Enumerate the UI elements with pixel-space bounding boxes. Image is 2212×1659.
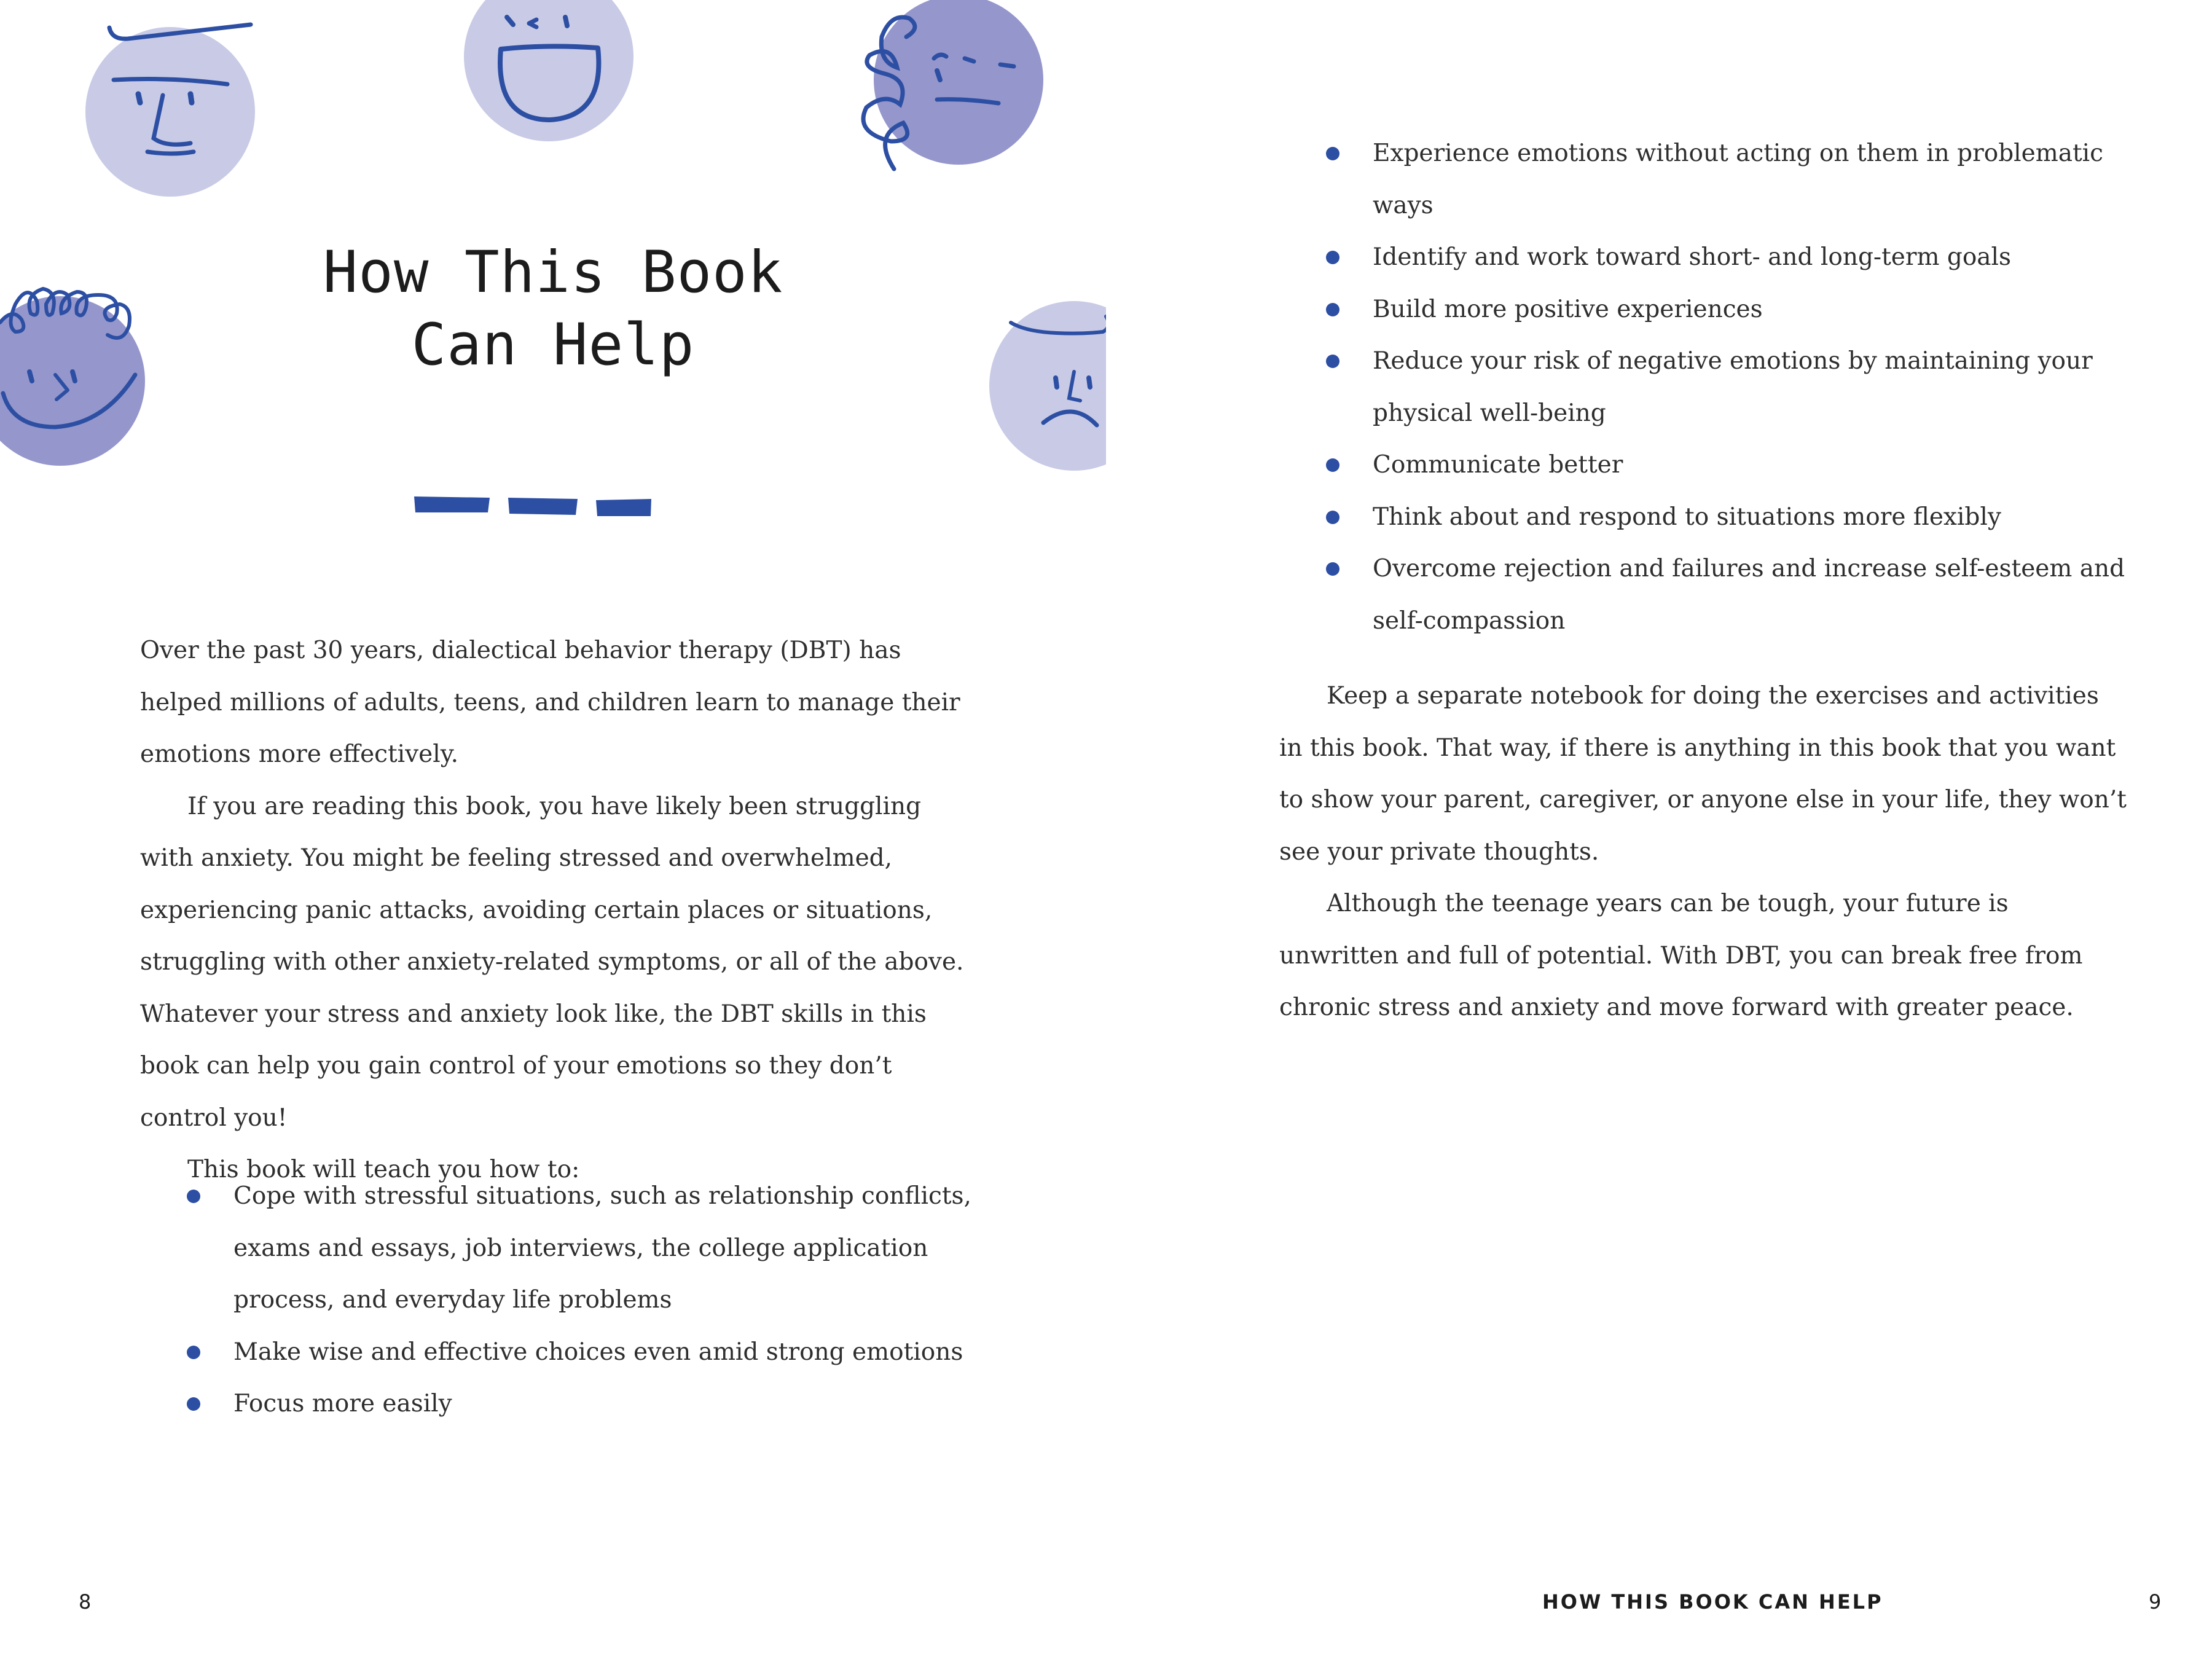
list-item: Reduce your risk of negative emotions by maintaining your physical well-being <box>1279 335 2139 439</box>
sad-face-icon <box>983 289 1106 473</box>
bullet-icon <box>1326 458 1339 472</box>
page-number-right: 9 <box>2149 1590 2162 1614</box>
page-number-left: 8 <box>79 1590 92 1614</box>
skills-list-part-2 <box>1279 128 2139 647</box>
skills-list-part-1 <box>140 1171 976 1430</box>
smiling-curly-face-icon <box>0 270 147 473</box>
list-item: Focus more easily <box>140 1378 976 1430</box>
closing-text <box>1279 670 2127 1034</box>
running-head: HOW THIS BOOK CAN HELP <box>1542 1590 1883 1614</box>
bullet-icon <box>1326 147 1339 160</box>
bullet-icon <box>187 1397 200 1411</box>
bullet-icon <box>187 1190 200 1203</box>
intro-text <box>140 625 976 1196</box>
list-item: Overcome rejection and failures and increase self-esteem and self-compassion <box>1279 543 2139 647</box>
chapter-title-line-1: How This Book <box>323 239 783 306</box>
list-item: Communicate better <box>1279 439 2139 492</box>
bullet-icon <box>1326 355 1339 368</box>
neutral-face-icon <box>80 15 270 200</box>
bullet-icon <box>187 1346 200 1359</box>
list-item: Build more positive experiences <box>1279 284 2139 336</box>
paragraph-future: Although the teenage years can be tough, your future is unwritten and full of potential. With DBT, you can break free from chronic stress and anxiety and move forward with greater peace. <box>1279 890 2083 1021</box>
unhappy-curly-face-icon <box>842 0 1051 175</box>
bullet-icon <box>1326 303 1339 316</box>
list-item: Identify and work toward short- and long-term goals <box>1279 232 2139 284</box>
chapter-title <box>184 237 922 382</box>
paragraph-list-intro: This book will teach you how to: <box>187 1156 580 1183</box>
chapter-title-line-2: Can Help <box>411 312 695 378</box>
list-item: Make wise and effective choices even amid strong emotions <box>140 1327 976 1379</box>
laughing-face-icon <box>464 0 636 144</box>
paragraph-notebook: Keep a separate notebook for doing the exercises and activities in this book. That way, if there is anything in this book that you want to show your parent, caregiver, or anyone else in your life, they won’t see your private thoughts. <box>1279 682 2127 866</box>
list-item: Think about and respond to situations more flexibly <box>1279 492 2139 544</box>
paragraph-dbt-history: Over the past 30 years, dialectical behavior therapy (DBT) has helped millions of adults, teens, and children learn to manage their emotions more effectively. <box>140 637 960 768</box>
bullet-icon <box>1326 562 1339 576</box>
list-item: Experience emotions without acting on them in problematic ways <box>1279 128 2139 232</box>
bullet-icon <box>1326 251 1339 264</box>
bullet-icon <box>1326 511 1339 524</box>
decorative-dashes <box>413 492 659 522</box>
list-item: Cope with stressful situations, such as relationship conflicts, exams and essays, job interviews, the college application process, and everyday life problems <box>140 1171 976 1327</box>
paragraph-anxiety: If you are reading this book, you have likely been struggling with anxiety. You might be feeling stressed and overwhelmed, experiencing panic attacks, avoiding certain places or situations, struggling with other anxiety-related symptoms, or all of the above. Whatever your stress and anxiety look like, the DBT skills in this book can help you gain control of your emotions so they don’t control you! <box>140 792 964 1132</box>
